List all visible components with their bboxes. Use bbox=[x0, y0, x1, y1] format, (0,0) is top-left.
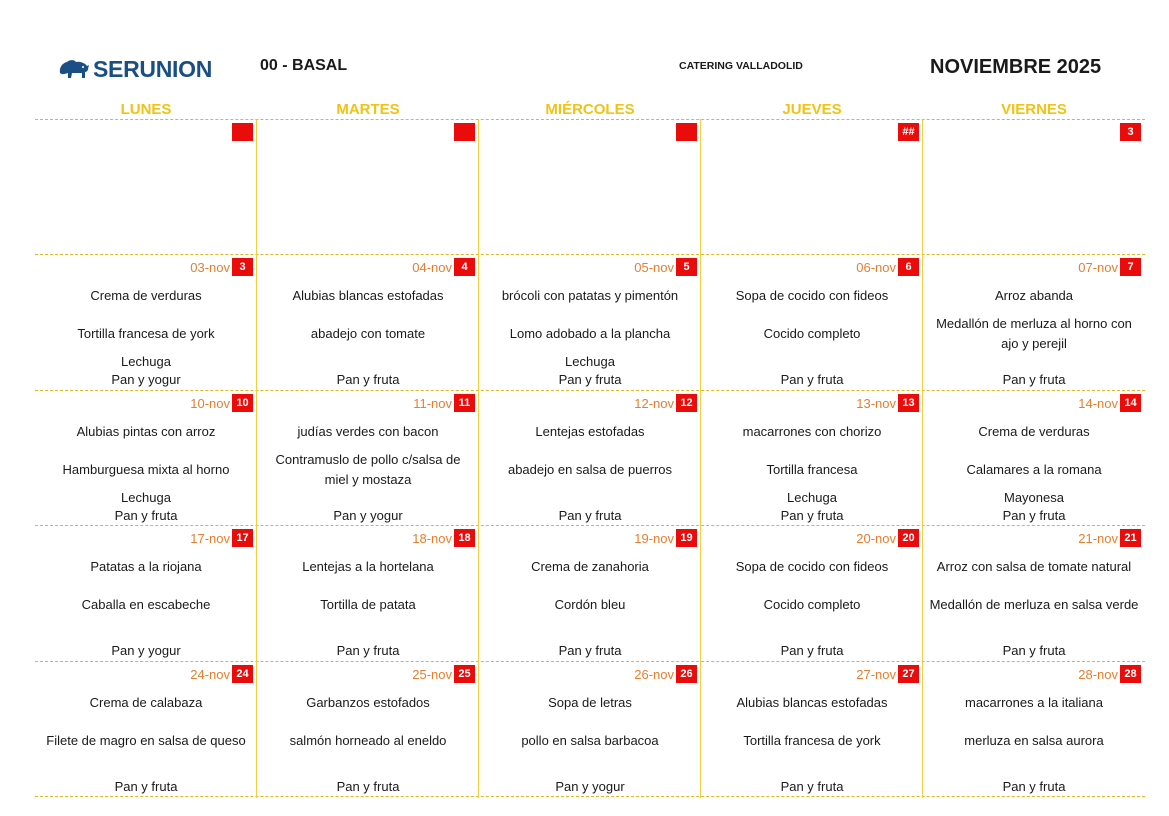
date-bar bbox=[634, 529, 697, 547]
day-number-badge: 14 bbox=[1120, 394, 1141, 412]
second-course bbox=[701, 450, 923, 490]
side-dish: Lechuga bbox=[121, 354, 171, 369]
dessert: Pan y fruta bbox=[558, 508, 622, 523]
date-bar bbox=[412, 665, 475, 683]
second-course bbox=[923, 450, 1145, 490]
date-label: 11-nov bbox=[413, 395, 452, 411]
second-course bbox=[701, 721, 923, 761]
first-course: Sopa de cocido con fideos bbox=[735, 288, 889, 303]
day-cell bbox=[701, 661, 923, 796]
second-course bbox=[35, 585, 257, 625]
date-label: 17-nov bbox=[190, 530, 230, 546]
dessert: Pan y fruta bbox=[780, 643, 844, 658]
second-course bbox=[257, 314, 479, 354]
first-course: brócoli con patatas y pimentón bbox=[501, 288, 679, 303]
day-number-badge: 6 bbox=[898, 258, 919, 276]
second-course bbox=[701, 585, 923, 625]
second-course-text: Calamares a la romana bbox=[966, 462, 1102, 477]
second-course-text: Tortilla francesa de york bbox=[77, 326, 215, 341]
second-course-text: abadejo en salsa de puerros bbox=[507, 462, 673, 477]
dessert: Pan y fruta bbox=[1002, 508, 1066, 523]
day-cell bbox=[923, 390, 1145, 525]
day-number-badge bbox=[454, 123, 475, 141]
day-cell bbox=[701, 254, 923, 390]
dessert: Pan y fruta bbox=[1002, 643, 1066, 658]
first-course: Crema de zanahoria bbox=[531, 559, 649, 574]
day-cell bbox=[35, 525, 257, 661]
day-number-badge: 13 bbox=[898, 394, 919, 412]
first-course: judías verdes con bacon bbox=[297, 424, 439, 439]
day-cell bbox=[479, 254, 701, 390]
date-label: 03-nov bbox=[190, 259, 230, 275]
second-course bbox=[479, 585, 701, 625]
first-course: Alubias blancas estofadas bbox=[292, 288, 444, 303]
dessert: Pan y yogur bbox=[333, 508, 403, 523]
dessert: Pan y fruta bbox=[1002, 779, 1066, 794]
day-cell-empty bbox=[35, 119, 257, 254]
day-number-badge: 28 bbox=[1120, 665, 1141, 683]
day-cell bbox=[257, 390, 479, 525]
date-label: 25-nov bbox=[412, 666, 452, 682]
date-label: 28-nov bbox=[1078, 666, 1118, 682]
day-cell-empty bbox=[257, 119, 479, 254]
date-label: 10-nov bbox=[190, 395, 230, 411]
side-dish: Lechuga bbox=[121, 490, 171, 505]
day-number-badge: 10 bbox=[232, 394, 253, 412]
dessert: Pan y fruta bbox=[114, 779, 178, 794]
second-course bbox=[479, 314, 701, 354]
dessert: Pan y fruta bbox=[336, 643, 400, 658]
second-course-text: Cordón bleu bbox=[554, 597, 626, 612]
second-course bbox=[479, 721, 701, 761]
second-course bbox=[35, 721, 257, 761]
first-course: Lentejas a la hortelana bbox=[302, 559, 434, 574]
day-cell bbox=[923, 254, 1145, 390]
second-course-text: Cocido completo bbox=[763, 326, 861, 341]
second-course-text: Medallón de merluza en salsa verde bbox=[929, 597, 1139, 612]
serunion-logo bbox=[58, 56, 212, 82]
date-label: 24-nov bbox=[190, 666, 230, 682]
dessert: Pan y fruta bbox=[780, 372, 844, 387]
date-bar bbox=[856, 665, 919, 683]
day-number-badge bbox=[232, 123, 253, 141]
day-number-badge: 17 bbox=[232, 529, 253, 547]
date-bar bbox=[190, 529, 253, 547]
day-number-badge: 18 bbox=[454, 529, 475, 547]
first-course: Crema de verduras bbox=[90, 288, 202, 303]
weekday-thursday: JUEVES bbox=[782, 101, 842, 118]
date-bar bbox=[856, 258, 919, 276]
day-cell bbox=[701, 525, 923, 661]
date-label: 07-nov bbox=[1078, 259, 1118, 275]
day-cell bbox=[257, 525, 479, 661]
date-bar bbox=[232, 123, 253, 141]
first-course: Garbanzos estofados bbox=[306, 695, 430, 710]
first-course: macarrones con chorizo bbox=[742, 424, 882, 439]
day-number-badge: 7 bbox=[1120, 258, 1141, 276]
second-course-text: Filete de magro en salsa de queso bbox=[46, 733, 246, 748]
dessert: Pan y fruta bbox=[558, 372, 622, 387]
second-course-text: Hamburguesa mixta al horno bbox=[62, 462, 230, 477]
date-bar bbox=[1078, 394, 1141, 412]
second-course-text: Tortilla francesa de york bbox=[743, 733, 881, 748]
second-course bbox=[923, 585, 1145, 625]
day-number-badge: 3 bbox=[232, 258, 253, 276]
second-course bbox=[257, 721, 479, 761]
dessert: Pan y fruta bbox=[1002, 372, 1066, 387]
day-cell-empty bbox=[479, 119, 701, 254]
side-dish: Lechuga bbox=[565, 354, 615, 369]
day-number-badge: 12 bbox=[676, 394, 697, 412]
second-course-text: Cocido completo bbox=[763, 597, 861, 612]
second-course-text: Tortilla de patata bbox=[320, 597, 416, 612]
date-label: 05-nov bbox=[634, 259, 674, 275]
menu-code: 00 - BASAL bbox=[260, 57, 348, 74]
first-course: Crema de calabaza bbox=[89, 695, 203, 710]
day-number-badge: 24 bbox=[232, 665, 253, 683]
first-course: Alubias blancas estofadas bbox=[736, 695, 888, 710]
date-bar bbox=[190, 665, 253, 683]
date-bar bbox=[413, 394, 475, 412]
date-bar bbox=[1078, 258, 1141, 276]
second-course bbox=[257, 585, 479, 625]
day-number-badge: 26 bbox=[676, 665, 697, 683]
day-cell bbox=[35, 254, 257, 390]
second-course-text: abadejo con tomate bbox=[310, 326, 426, 341]
dessert: Pan y fruta bbox=[114, 508, 178, 523]
second-course bbox=[35, 450, 257, 490]
dessert: Pan y fruta bbox=[780, 779, 844, 794]
day-cell bbox=[479, 390, 701, 525]
day-cell bbox=[479, 661, 701, 796]
catering-name: CATERING VALLADOLID bbox=[679, 60, 803, 72]
day-cell bbox=[923, 661, 1145, 796]
date-label: 12-nov bbox=[634, 395, 674, 411]
dessert: Pan y fruta bbox=[336, 779, 400, 794]
date-label: 21-nov bbox=[1078, 530, 1118, 546]
day-cell bbox=[35, 661, 257, 796]
first-course: Arroz con salsa de tomate natural bbox=[936, 559, 1132, 574]
date-bar bbox=[634, 665, 697, 683]
dessert: Pan y fruta bbox=[558, 643, 622, 658]
day-cell bbox=[479, 525, 701, 661]
day-cell bbox=[701, 390, 923, 525]
dessert: Pan y fruta bbox=[336, 372, 400, 387]
day-number-badge: 5 bbox=[676, 258, 697, 276]
logo-text: SERUNION bbox=[93, 56, 213, 82]
second-course-text: Medallón de merluza al horno con ajo y perejil bbox=[936, 316, 1132, 351]
dessert: Pan y yogur bbox=[555, 779, 625, 794]
day-cell-empty bbox=[701, 119, 923, 254]
day-number-badge: 20 bbox=[898, 529, 919, 547]
page-header bbox=[0, 0, 1169, 100]
second-course bbox=[257, 450, 479, 490]
date-bar bbox=[1078, 529, 1141, 547]
menu-calendar-grid bbox=[35, 119, 1145, 798]
second-course-text: Tortilla francesa bbox=[766, 462, 858, 477]
date-bar bbox=[454, 123, 475, 141]
day-cell bbox=[257, 254, 479, 390]
date-bar bbox=[190, 394, 253, 412]
first-course: Patatas a la riojana bbox=[90, 559, 202, 574]
weekday-header-row bbox=[35, 100, 1145, 118]
date-bar bbox=[412, 529, 475, 547]
side-dish: Lechuga bbox=[787, 490, 837, 505]
weekday-monday: LUNES bbox=[120, 101, 172, 118]
day-number-badge: 19 bbox=[676, 529, 697, 547]
day-number-badge: 3 bbox=[1120, 123, 1141, 141]
bison-icon bbox=[58, 58, 90, 80]
day-cell-empty bbox=[923, 119, 1145, 254]
day-number-badge: ## bbox=[898, 123, 919, 141]
date-label: 14-nov bbox=[1078, 395, 1118, 411]
first-course: Crema de verduras bbox=[978, 424, 1090, 439]
date-bar bbox=[856, 394, 919, 412]
date-label: 18-nov bbox=[412, 530, 452, 546]
date-bar bbox=[1078, 665, 1141, 683]
date-label: 04-nov bbox=[412, 259, 452, 275]
date-label: 13-nov bbox=[856, 395, 896, 411]
second-course-text: Lomo adobado a la plancha bbox=[509, 326, 671, 341]
first-course: Lentejas estofadas bbox=[535, 424, 645, 439]
day-number-badge: 25 bbox=[454, 665, 475, 683]
date-bar bbox=[898, 123, 919, 141]
day-number-badge: 11 bbox=[454, 394, 475, 412]
month-title: NOVIEMBRE 2025 bbox=[930, 56, 1102, 78]
weekday-friday: VIERNES bbox=[1001, 101, 1067, 118]
day-cell bbox=[257, 661, 479, 796]
date-bar bbox=[190, 258, 253, 276]
second-course-text: pollo en salsa barbacoa bbox=[521, 733, 659, 748]
day-number-badge: 21 bbox=[1120, 529, 1141, 547]
date-label: 27-nov bbox=[856, 666, 896, 682]
day-number-badge bbox=[676, 123, 697, 141]
first-course: Arroz abanda bbox=[994, 288, 1074, 303]
second-course-text: Contramuslo de pollo c/salsa de miel y mostaza bbox=[275, 452, 461, 487]
date-label: 19-nov bbox=[634, 530, 674, 546]
dessert: Pan y yogur bbox=[111, 372, 181, 387]
day-number-badge: 4 bbox=[454, 258, 475, 276]
weekday-tuesday: MARTES bbox=[336, 101, 400, 118]
first-course: Sopa de letras bbox=[548, 695, 632, 710]
date-label: 06-nov bbox=[856, 259, 896, 275]
day-cell bbox=[923, 525, 1145, 661]
date-bar bbox=[634, 258, 697, 276]
second-course bbox=[923, 721, 1145, 761]
date-bar bbox=[676, 123, 697, 141]
date-bar bbox=[1120, 123, 1141, 141]
second-course bbox=[35, 314, 257, 354]
dessert: Pan y fruta bbox=[780, 508, 844, 523]
dessert: Pan y yogur bbox=[111, 643, 181, 658]
second-course-text: Caballa en escabeche bbox=[81, 597, 211, 612]
second-course bbox=[923, 314, 1145, 354]
day-cell bbox=[35, 390, 257, 525]
date-bar bbox=[856, 529, 919, 547]
day-number-badge: 27 bbox=[898, 665, 919, 683]
date-label: 26-nov bbox=[634, 666, 674, 682]
second-course-text: merluza en salsa aurora bbox=[964, 733, 1104, 748]
second-course-text: salmón horneado al eneldo bbox=[289, 733, 447, 748]
first-course: Alubias pintas con arroz bbox=[76, 424, 216, 439]
first-course: macarrones a la italiana bbox=[964, 695, 1104, 710]
date-label: 20-nov bbox=[856, 530, 896, 546]
first-course: Sopa de cocido con fideos bbox=[735, 559, 889, 574]
date-bar bbox=[634, 394, 697, 412]
weekday-wednesday: MIÉRCOLES bbox=[545, 101, 635, 118]
date-bar bbox=[412, 258, 475, 276]
side-dish: Mayonesa bbox=[1004, 490, 1064, 505]
second-course bbox=[701, 314, 923, 354]
second-course bbox=[479, 450, 701, 490]
